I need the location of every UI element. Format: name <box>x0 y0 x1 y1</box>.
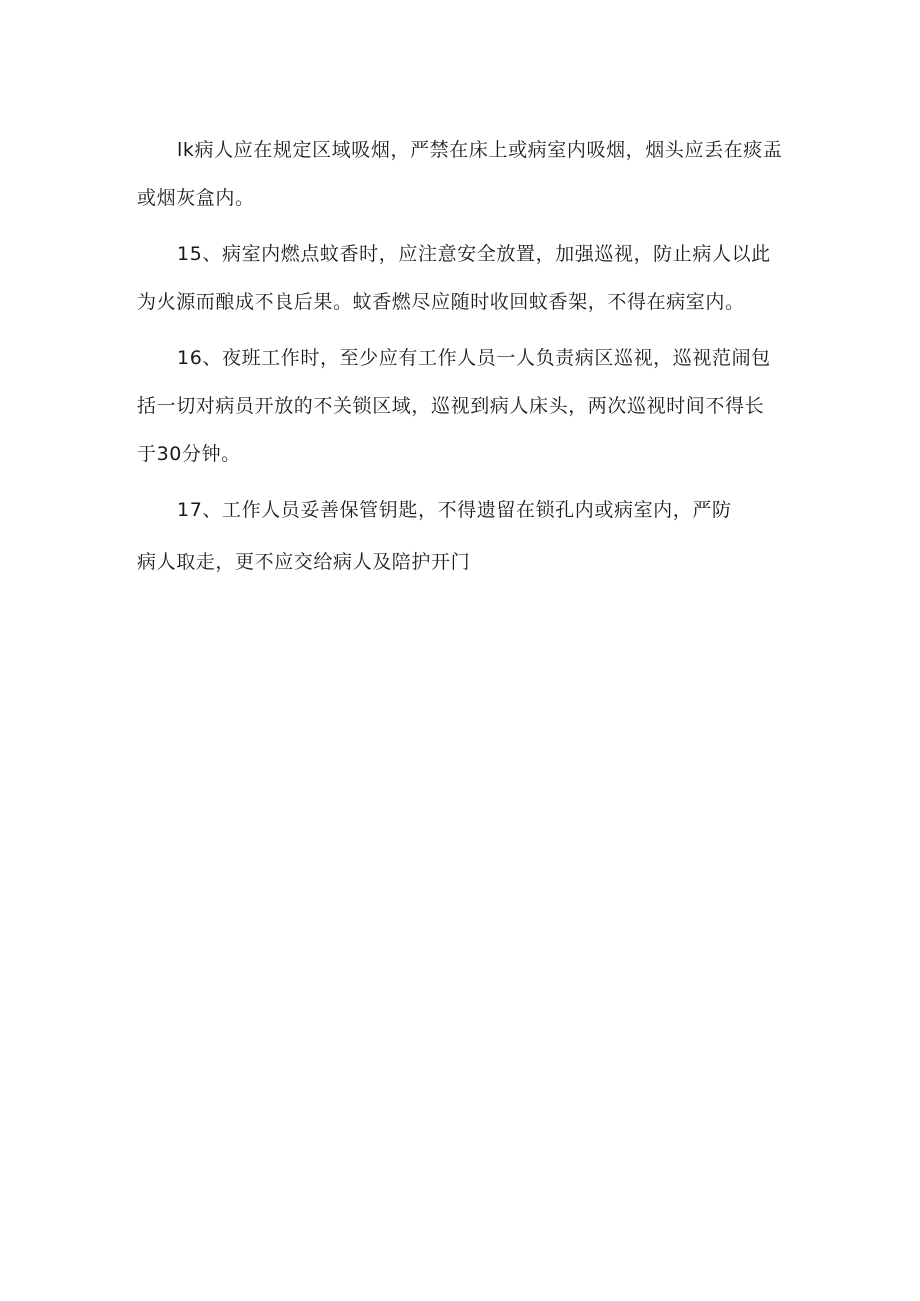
paragraph-17 <box>137 486 785 586</box>
paragraph-14 <box>137 126 785 222</box>
paragraph-16 <box>137 334 785 478</box>
paragraph-line: 或烟灰盒内。 <box>137 187 255 209</box>
paragraph-line: 17、工作人员妥善保管钥匙，不得遗留在锁孔内或病室内，严防 <box>177 499 732 521</box>
paragraph-line: 于30分钟。 <box>137 443 241 465</box>
paragraph-line: 为火源而酿成不良后果。蚊香燃尽应随时收回蚊香架，不得在病室内。 <box>137 291 745 313</box>
paragraph-line: 括一切对病员开放的不关锁区域，巡视到病人床头，两次巡视时间不得长 <box>137 395 765 417</box>
paragraph-line: lk病人应在规定区域吸烟，严禁在床上或病室内吸烟，烟头应丢在痰盂 <box>177 139 783 161</box>
document-body <box>137 126 785 586</box>
paragraph-15 <box>137 230 785 326</box>
paragraph-line: 16、夜班工作时，至少应有工作人员一人负责病区巡视，巡视范闹包 <box>177 347 771 369</box>
paragraph-line: 病人取走，更不应交给病人及陪护开门 <box>137 551 471 573</box>
paragraph-line: 15、病室内燃点蚊香时，应注意安全放置，加强巡视，防止病人以此 <box>177 243 771 265</box>
